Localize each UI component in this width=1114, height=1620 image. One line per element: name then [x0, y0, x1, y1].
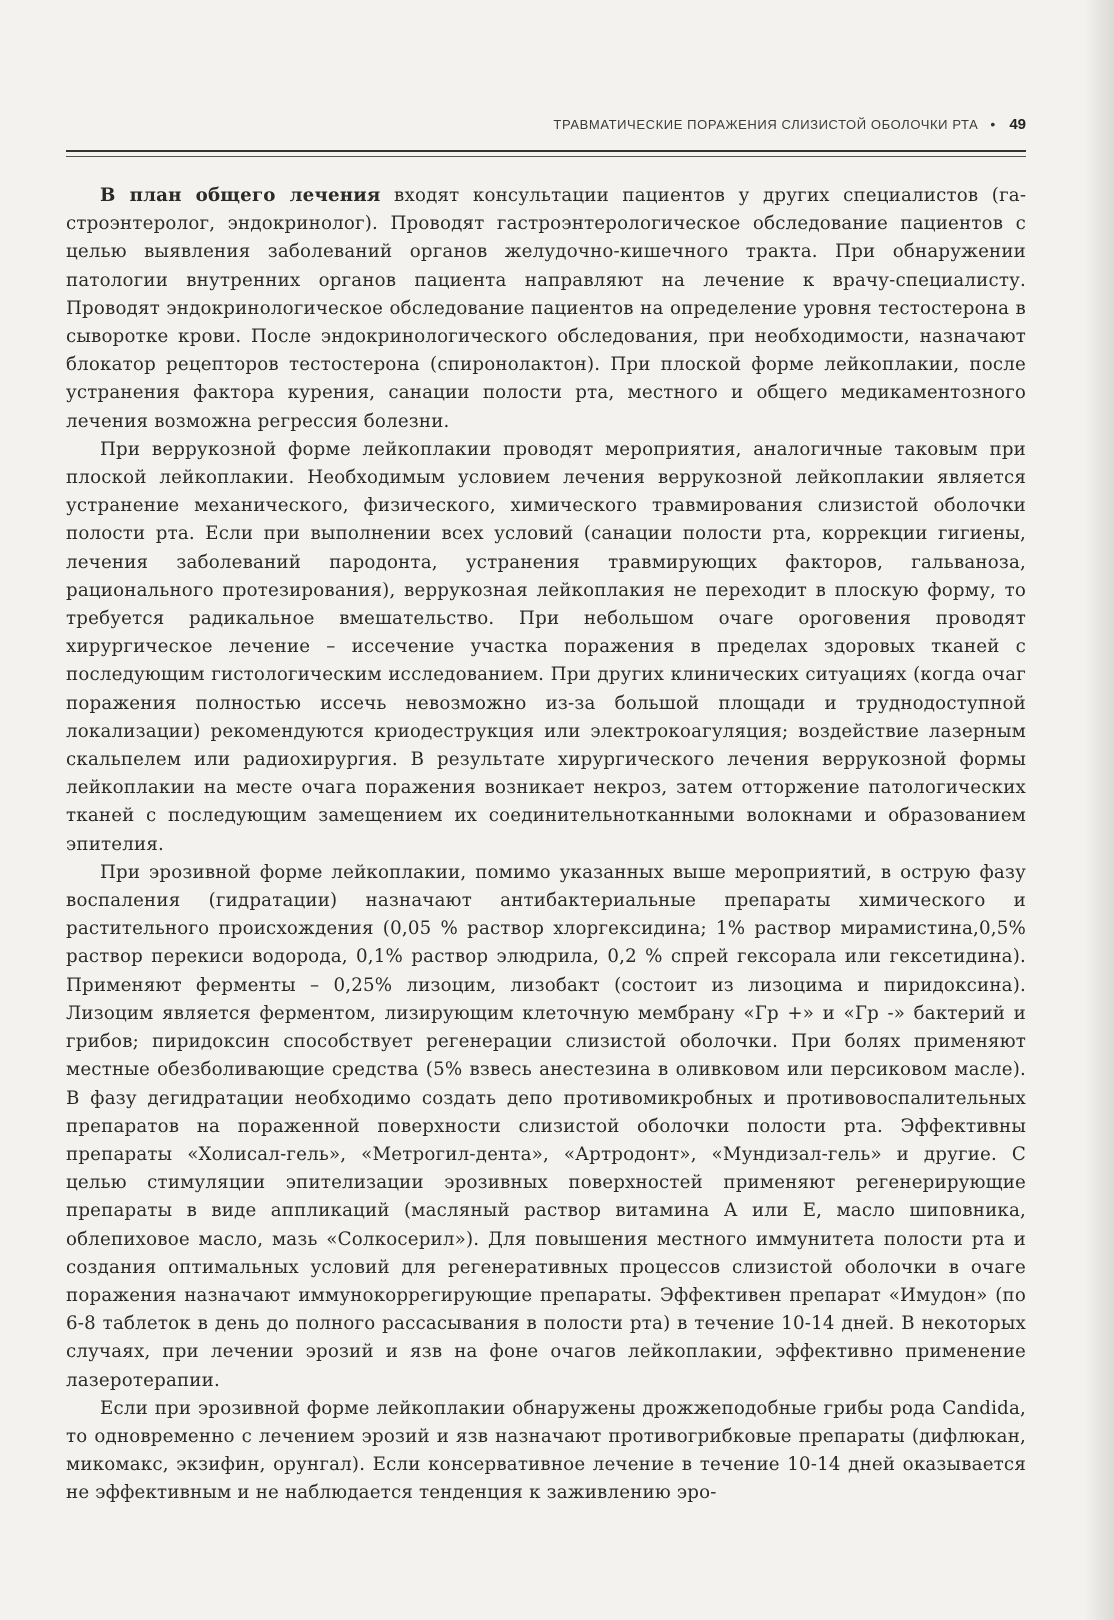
- header-rule-thick: [66, 150, 1026, 152]
- paragraph-text: При эрозивной форме лейкоплакии, помимо указанных выше мероприятий, в острую фазу воспаления (гидратации) назначают антибактериальные препараты химического и растительного происхождения (0,05 % раствор хлоргексидина; 1% раствор мирамистина,0,5% раствор перекиси водорода, 0,1% раствор элюдрила, 0,2 % спрей гексорала или гексетидина). Применяют ферменты – 0,25% лизоцим, лизобакт (состоит из лизоцима и пиридоксина). Лизоцим является ферментом, лизирующим клеточную мембрану «Гр +» и «Гр -» бактерий и грибов; пиридоксин способствует регенерации слизистой оболочки. При болях применяют местные обезболивающие средства (5% взвесь анестезина в оливковом или персиковом масле). В фазу дегидратации необходимо создать депо противомикробных и противовоспалительных препаратов на пораженной поверхности слизистой оболочки полости рта. Эффективны препараты «Холисал-гель», «Метрогил-дента», «Артродонт», «Мундизал-гель» и другие. С целью стимуляции эпителизации эрозивных поверхностей применяют регенерирующие препараты в виде аппликаций (масляный раствор витамина А или Е, масло шиповника, облепиховое масло, мазь «Солкосерил»). Для повышения местного иммунитета полости рта и создания оптимальных условий для регенеративных процессов слизистой оболочки в очаге поражения назначают иммунокоррегирующие препараты. Эффективен препарат «Имудон» (по 6-8 таблеток в день до полного рассасывания в полости рта) в течение 10-14 дней. В некоторых случаях, при лечении эрозий и язв на фоне очагов лейкоплакии, эффективно применение лазеротерапии.: [66, 861, 1026, 1391]
- paragraph: [66, 859, 1026, 1395]
- running-head: ТРАВМАТИЧЕСКИЕ ПОРАЖЕНИЯ СЛИЗИСТОЙ ОБОЛОЧКИ РТА: [553, 117, 979, 132]
- paragraph-lead: В план общего лечения: [100, 185, 381, 206]
- page-shadow: [1084, 0, 1114, 1620]
- paragraph: [66, 182, 1026, 436]
- header-rule-thin: [66, 156, 1026, 157]
- header-bullet: •: [990, 116, 996, 132]
- page-header: [66, 116, 1026, 133]
- paragraph: [66, 436, 1026, 859]
- paragraph: [66, 1395, 1026, 1508]
- body-text: [66, 182, 1026, 1508]
- paragraph-text: входят консультации пациентов у других специалистов (гастроэнтеролог, эндокринолог). Проводят гастроэнтерологическое обследование пациентов с целью выявления заболеваний органов желудочно-кишечного тракта. При обнаружении патологии внутренних органов пациента направляют на лечение к врачу-специалисту. Проводят эндокринологическое обследование пациентов на определение уровня тестостерона в сыворотке крови. После эндокринологического обследования, при необходимости, назначают блокатор рецепторов тестостерона (спиронолактон). При плоской форме лейкоплакии, после устранения фактора курения, санации полости рта, местного и общего медикаментозного лечения возможна регрессия болезни.: [66, 185, 1027, 432]
- page-number: 49: [1009, 116, 1026, 133]
- paragraph-text: При веррукозной форме лейкоплакии проводят мероприятия, аналогичные таковым при плоской лейкоплакии. Необходимым условием лечения веррукозной лейкоплакии является устранение механического, физического, химического травмирования слизистой оболочки полости рта. Если при выполнении всех условий (санации полости рта, коррекции гигиены, лечения заболеваний пародонта, устранения травмирующих факторов, гальваноза, рационального протезирования), веррукозная лейкоплакия не переходит в плоскую форму, то требуется радикальное вмешательство. При небольшом очаге ороговения проводят хирургическое лечение – иссечение участка поражения в пределах здоровых тканей с последующим гистологическим исследованием. При других клинических ситуациях (когда очаг поражения полностью иссечь невозможно из-за большой площади и труднодоступной локализации) рекомендуются криодеструкция или электрокоагуляция; воздействие лазерным скальпелем или радиохирургия. В результате хирургического лечения веррукозной формы лейкоплакии на месте очага поражения возникает некроз, затем отторжение патологических тканей с последующим замещением их соединительнотканными волокнами и образованием эпителия.: [66, 438, 1026, 855]
- paragraph-text: Если при эрозивной форме лейкоплакии обнаружены дрожжеподобные грибы рода Candida, то одновременно с лечением эрозий и язв назначают противогрибковые препараты (дифлюкан, микомакс, экзифин, орунгал). Если консервативное лечение в течение 10-14 дней оказывается не эффективным и не наблюдается тенденция к заживлению эро-: [66, 1397, 1026, 1504]
